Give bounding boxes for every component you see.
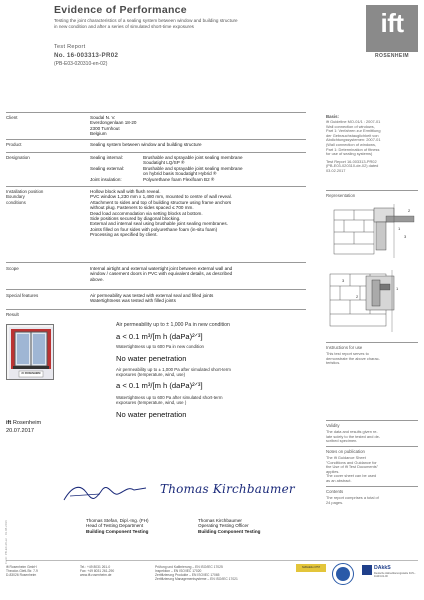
basis-title: Basis: <box>326 114 339 119</box>
designation-key-external: Sealing external: <box>90 166 125 171</box>
dakks-sub: Deutsche Akkreditierungsstelle D-PL-11103-01-00 <box>374 572 416 578</box>
contents-title: Contents <box>326 489 344 494</box>
report-number: No. 16-003313-PR02 <box>54 52 119 59</box>
result-3-text: Air permeability up to ± 1,000 Pa after simulated short-term exposures (temperature, wind, use) <box>116 367 231 378</box>
svg-text:1: 1 <box>398 226 401 231</box>
signature-right-block: Thomas Kirchbaumer Operating Testing Officer Building Component Testing <box>198 518 261 534</box>
footer-divider <box>6 560 418 561</box>
logo-city: ROSENHEIM <box>375 53 409 59</box>
result-label: Result <box>6 312 19 317</box>
representation-title: Representation <box>326 193 356 198</box>
divider <box>326 190 418 191</box>
notes-title: Notes on publication <box>326 449 365 454</box>
form-code: Form: PB-E0-28-en · 01.08.2016 <box>4 520 8 564</box>
instructions-title: Instructions for use <box>326 345 363 350</box>
basis-text: ift Guideline MO-01/1 : 2007-01 Wall connection of windows, Part 1: Verfahren zur Ermittlung der Gebrauchstauglichkeit von Abdichtungssystemen: 2007-01 (Wall connection of windows, Part 1: Determination of fitness for use of sealing systems) Test Report 16-003313-PR02 (PB-E03-020310-de-02) dated 03.02.2017 <box>326 119 381 173</box>
nobo-badge-icon: NoBo/Ebo 0757 <box>296 564 326 572</box>
divider <box>326 420 418 421</box>
footer-address: ift Rosenheim GmbH Theodor-Gietl-Str. 7-9 D-83026 Rosenheim <box>6 565 38 578</box>
svg-text:1: 1 <box>396 286 399 291</box>
footer-contact: Tel.: +49 8031 261-0 Fax: +49 8031 261-290 www.ift-rosenheim.de <box>80 565 115 578</box>
designation-key-internal: Sealing internal: <box>90 155 123 160</box>
scope-label: Scope <box>6 266 19 271</box>
scope-value: Internal airtight and external watertight joint between external wall and window / casement doors in PVC with equivalent details, as described above. <box>90 266 233 282</box>
result-1-value: a < 0.1 m³/[m h (daPa)²ᐟ³] <box>116 332 203 341</box>
product-value: Sealing system between window and building structure <box>90 142 202 147</box>
joint-section-drawing <box>326 200 420 338</box>
result-1-text: Air permeability up to ± 1,000 Pa in new condition <box>116 322 230 328</box>
divider <box>326 486 418 487</box>
notes-text: The ift Guidance Sheet "Conditions and Guidance for the Use of ift Test Documents" applies. The cover sheet can be used as an abstract. <box>326 455 379 483</box>
special-features-label: Special features <box>6 293 39 298</box>
divider <box>6 112 306 113</box>
report-label: Test Report <box>54 44 86 50</box>
issuer: ift Rosenheim <box>6 420 42 426</box>
designation-value-insulation: Polyurethane foam Flexifoam B2 ® <box>143 177 215 182</box>
divider <box>6 139 306 140</box>
designation-label: Designation <box>6 155 30 160</box>
client-label: Client <box>6 115 18 120</box>
svg-text:2: 2 <box>408 208 411 213</box>
badge-text: ift ROSENHEIM <box>21 372 41 375</box>
footer-accreditation: Prüfung und Kalibrierung – EN ISO/IEC 17025 Inspektion – EN ISO/IEC 17020 Zertifizierung Produkte – EN ISO/IEC 17065 Zertifizierung Managementsysteme – EN ISO/IEC 17021 <box>155 565 238 582</box>
signature-right-script: Thomas Kirchbaumer <box>160 482 295 496</box>
validity-text: The data and results given re- late solely to the tested and de- scribed specimen. <box>326 429 381 444</box>
signature-left-icon <box>60 478 150 508</box>
report-subnumber: (PB-E03-020310-en-02) <box>54 61 108 67</box>
document-subtitle: Testing the joint characteristics of a sealing system between window and building structure in new condition and after a series of simulated short-time exposures <box>54 18 238 29</box>
svg-text:2: 2 <box>356 294 359 299</box>
contents-text: The report comprises a total of 24 pages. <box>326 495 379 505</box>
divider <box>326 446 418 447</box>
designation-value-external: Brushable and sprayable joint sealing membrane on hybrid basis Soudatight Hybrid ® <box>143 166 243 177</box>
divider <box>6 309 306 310</box>
result-2-text: Watertightness up to 600 Pa in new condition <box>116 344 204 349</box>
installation-label: Installation position Boundary conditions <box>6 189 44 205</box>
divider <box>6 186 306 187</box>
special-features-value: Air permeability was tested with external seal and filled joints Watertightness was tested with filled joints <box>90 293 214 304</box>
svg-text:3: 3 <box>342 278 345 283</box>
divider <box>6 289 306 290</box>
designation-value-internal: Brushable and sprayable joint sealing membrane Soudatight LQ/SP ® <box>143 155 243 166</box>
dakks-mark-icon <box>362 565 372 575</box>
designation-key-insulation: Joint insulation: <box>90 177 122 182</box>
divider <box>6 262 306 263</box>
instructions-text: This test report serves to demonstrate the above charac- teristics. <box>326 351 380 366</box>
result-3-value: a < 0.1 m³/[m h (daPa)²ᐟ³] <box>116 381 203 390</box>
validity-title: Validity <box>326 423 340 428</box>
document-title: Evidence of Performance <box>54 4 187 16</box>
installation-value: Hollow block wall with flush reveal. PVC window 1,230 mm x 1,480 mm, mounted to centre of wall reveal. Attachment to sides and top of building structure using frame anchors without plug. Fasteners to sides spaced ≤ 700 mm. Dead load accommodation via setting blocks at bottom. Side positions secured by diagonal blocking. External and internal seal using brushable joint sealing membranes. Joints filled on four sides with polyurethane foam (in-situ foam) Processing as specified by client. <box>90 189 232 238</box>
divider <box>326 342 418 343</box>
signature-left-block: Thomas Stefan, Dipl.-Ing. (FH) Head of Testing Department Building Component Testing <box>86 518 149 534</box>
svg-text:3: 3 <box>404 234 407 239</box>
result-2-value: No water penetration <box>116 354 187 363</box>
divider <box>6 152 306 153</box>
ift-logo: ift <box>366 5 418 52</box>
certificate-badge <box>6 324 54 380</box>
result-4-text: Watertightness up to 600 Pa after simulated short-term exposures (temperature, wind, use ) <box>116 395 223 406</box>
product-label: Product <box>6 142 22 147</box>
dakks-label: DAkkS <box>374 565 391 571</box>
client-value: Soudal N. V. Everdongenlaan 18-20 2300 Turnhout Belgium <box>90 115 137 137</box>
cert-seal-inner-icon <box>336 567 350 581</box>
result-4-value: No water penetration <box>116 410 187 419</box>
issue-date: 20.07.2017 <box>6 428 34 434</box>
